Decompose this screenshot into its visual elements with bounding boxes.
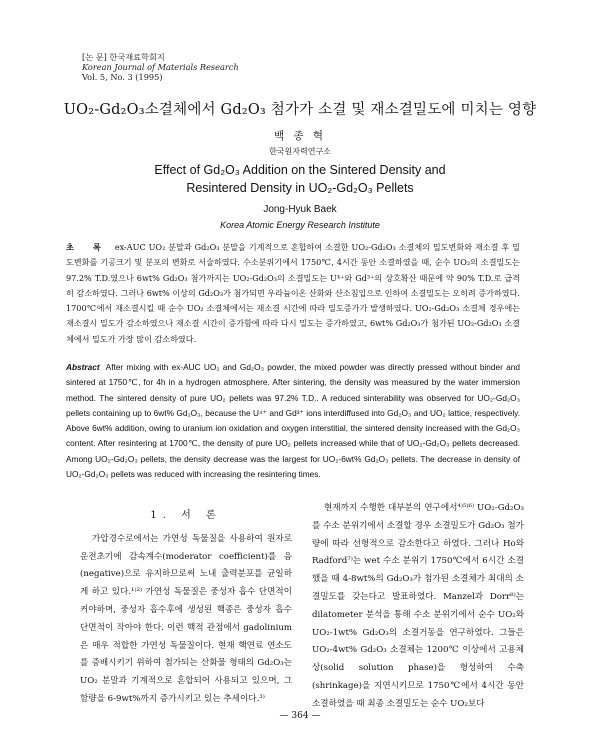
body-column-right: [312, 500, 524, 714]
title-english: [100, 161, 500, 197]
abstract-english-body: After mixing with ex-AUC UO₂ and Gd₂O₃ powder, the mixed powder was directly pressed without binder and sintered at 1750℃, for 4h in a hydrogen atmosphere. After sintering, the density was measured by the water immersion method. The sintered density of pure UO₂ pellets was 97.2% T.D.. A reduced sinterability was observed for UO₂-Gd₂O₃ pellets containing up to 6wt% Gd₂O₃, because the U⁴⁺ and Gd³⁺ ions interdiffused into Gd₂O₃ and UO₂ lattice, respectively. Above 6wt% addition, owing to uranium ion oxidation and oxygen interstitial, the sintered density increased with the Gd₂O₃ content. After resintering at 1700℃, the density of pure UO₂ pellets increased while that of UO₂-Gd₂O₃ pellets decreased. Among UO₂-Gd₂O₃ pellets, the density decrease was the largest for UO₂-6wt% Gd₂O₃ pellets. The decrease in density of UO₂-Gd₂O₃ pellets was reduced with increasing the resintering times.: [66, 362, 520, 480]
title-english-line-1: Effect of Gd₂O₃ Addition on the Sintered Density and: [154, 163, 446, 177]
abstract-korean-body: ex-AUC UO₂ 분말과 Gd₂O₃ 분말을 기계적으로 혼합하여 소결한 UO₂-Gd₂O₃ 소결체의 밀도변화와 재소결 후 밀도변화를 기공크기 및 분포의 변화로 서술하였다. 수소분위기에서 1750℃, 4시간 동안 소결하였을 때, 순수 UO₂의 소결밀도는 97.2% T.D.였으나 6wt% Gd₂O₃ 첨가까지는 UO₂-Gd₂O₃의 소결밀도는 U⁴⁺와 Gd³⁺의 상호확산 때문에 약 90% T.D.로 급격히 감소하였다. 그러나 6wt% 이상의 Gd₂O₃가 첨가되면 우라늄이온 산화와 산소침입으로 인하여 소결밀도는 오히려 증가하였다. 1700℃에서 재소결시킬 때 순수 UO₂ 소결체에서는 재소결 시간에 따라 밀도증가가 발생하였다. UO₂-Gd₂O₃ 소결체 경우에는 재소결시 밀도가 감소하였으나 재소결 시간이 증가함에 따라 다시 밀도는 증가하였고, 6wt% Gd₂O₃가 첨가된 UO₂-Gd₂O₃ 소결체에서 밀도가 가장 많이 감소하였다.: [66, 242, 520, 344]
journal-volume: Vol. 5, No. 3 (1995): [82, 72, 163, 82]
page-number: — 364 —: [279, 711, 321, 721]
section-heading-introduction: 1. 서 론: [150, 510, 222, 521]
abstract-korean-label: 초 록: [66, 242, 109, 252]
journal-header: [82, 52, 239, 82]
body-paragraph-right: 현재까지 수행한 대부분의 연구에서⁴⁾⁵⁾⁶⁾ UO₂-Gd₂O₃를 수소 분위기에서 소결할 경우 소결밀도가 Gd₂O₃ 첨가량에 따라 선형적으로 감소한다고 하였다. 그러나 Ho와 Radford⁷⁾는 wet 수소 분위기 1750℃에서 6시간 소결했을 때 4-8wt%의 Gd₂O₃가 첨가된 소결체가 최대의 소결밀도를 갖는다고 발표하였다. Manzel과 Dorr⁸⁾는 dilatometer 분석을 통해 수소 분위기에서 순수 UO₂와 UO₂-1wt% Gd₂O₃의 소결거동을 연구하였다. 그들은 UO₂-4wt% Gd₂O₃ 소결체는 1200℃ 이상에서 고용체상(solid solution phase)을 형성하여 수축(shrinkage)을 지연시키므로 1750℃에서 4시간 동안 소결하였을 때 최종 소결밀도는 순수 UO₂보다: [312, 503, 524, 709]
affiliation-english: Korea Atomic Energy Research Institute: [220, 220, 380, 230]
body-column-left: [80, 503, 292, 709]
title-korean: UO₂-Gd₂O₃소결체에서 Gd₂O₃ 첨가가 소결 및 재소결밀도에 미치는 영향: [63, 102, 537, 118]
title-english-line-2: Resintered Density in UO₂-Gd₂O₃ Pellets: [186, 181, 414, 195]
body-paragraph-left: 가압경수로에서는 가연성 독물질을 사용하여 원자로 운전초기에 감속계수(moderator coefficient)를 음(negative)으로 유지하므로써 노내 출력분포를 균일하게 하고 있다.¹⁾²⁾ 가연성 독물질은 중성자 흡수 단면적이 커야하며, 중성자 흡수후에 생성된 핵종은 중성자 흡수 단면적이 작아야 한다. 이런 핵적 관점에서 gadolinium은 매우 적합한 가연성 독물질이다. 현재 핵연료 연소도를 증배시키기 위하여 첨가되는 산화물 형태의 Gd₂O₃는 UO₂ 분말과 기계적으로 혼합되어 사용되고 있으며, 그 함량을 6-9wt%까지 증가시키고 있는 추세이다.³⁾: [80, 533, 292, 704]
abstract-english: [66, 360, 520, 482]
author-english: Jong-Hyuk Baek: [263, 204, 337, 215]
author-korean: 백 종 혁: [273, 130, 327, 142]
journal-name-en: Korean Journal of Materials Research: [82, 62, 239, 72]
journal-category: [논 문] 한국재료학회지: [82, 52, 165, 62]
abstract-korean: [66, 240, 520, 347]
abstract-english-label: Abstract: [66, 362, 100, 372]
affiliation-korean: 한국원자력연구소: [269, 147, 331, 156]
